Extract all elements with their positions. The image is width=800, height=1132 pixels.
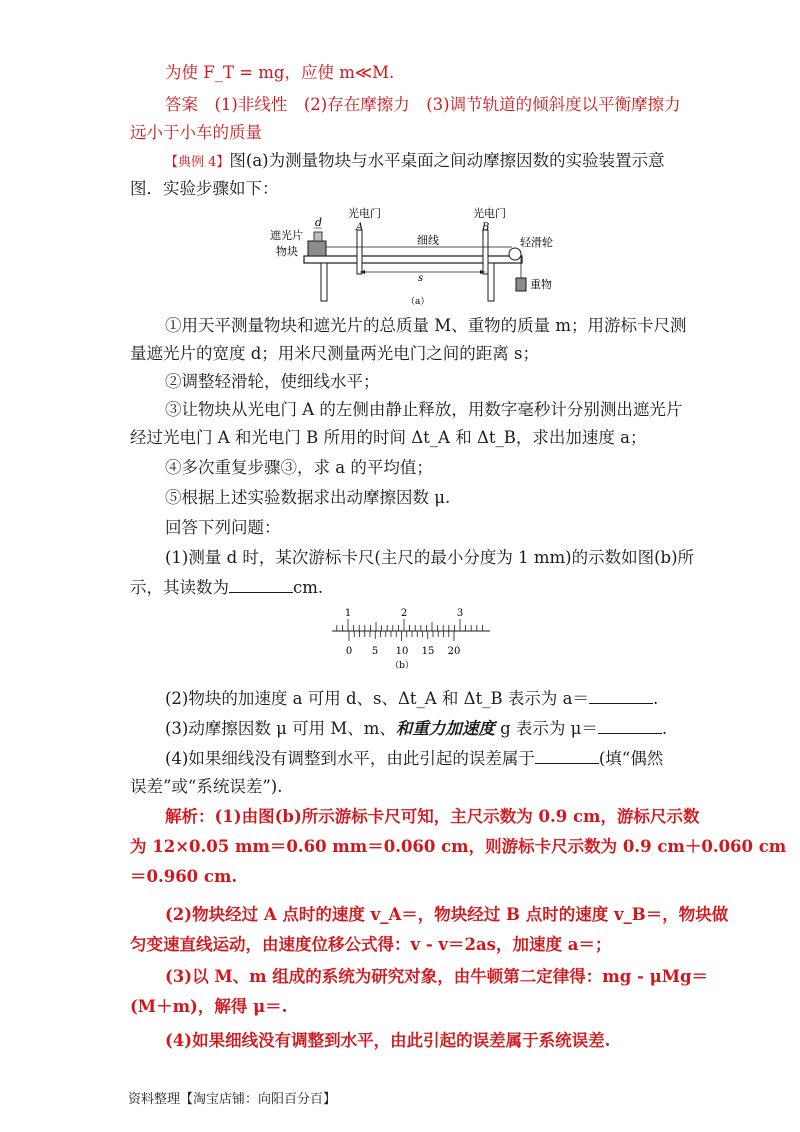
question-1-text: (1)测量 d 时，某次游标卡尺(主尺的最小分度为 1 mm)的示数如图(b)所: [165, 548, 695, 567]
analysis-3-text: (3)以 M、m 组成的系统为研究对象，由牛顿第二定律得：mg - μMg＝: [165, 967, 709, 986]
label-string: 细线: [417, 234, 439, 247]
step-3: [165, 399, 682, 421]
questions-intro: [165, 517, 281, 539]
example-tag: 【典例 4】: [165, 155, 230, 170]
step-3-text: ③让物块从光电门 A 的左侧由静止释放，用数字毫秒计分别测出遮光片: [165, 400, 683, 419]
step-5-text: ⑤根据上述实验数据求出动摩擦因数 μ.: [165, 488, 451, 507]
label-B: B: [482, 222, 490, 233]
analysis-1-text-cont-2: ＝0.960 cm.: [130, 867, 238, 886]
step-1: [165, 315, 687, 337]
vernier-scale-ticks: [349, 631, 454, 641]
main-label-2: 2: [400, 608, 408, 619]
main-label-1: 1: [344, 608, 352, 619]
step-5: [165, 487, 450, 509]
question-3: [165, 718, 667, 740]
step-1-cont: [130, 343, 539, 365]
label-gate-b: 光电门: [473, 207, 506, 220]
question-4: [165, 748, 663, 770]
question-1: [165, 547, 694, 569]
table-top: [304, 256, 522, 263]
caption-b: （b）: [390, 661, 414, 671]
analysis-4-text: (4)如果细线没有调整到水平，由此引起的误差属于系统误差.: [165, 1031, 611, 1050]
question-1-cont: [130, 577, 323, 599]
label-s: s: [418, 273, 424, 284]
step-1-text: ①用天平测量物块和遮光片的总质量 M、重物的质量 m；用游标卡尺测: [165, 316, 687, 335]
question-3-text-2: g 表示为 μ＝: [494, 719, 598, 738]
question-1-prefix: 示，其读数为: [130, 578, 229, 597]
question-3-text: (3)动摩擦因数 μ 可用 M、m、: [165, 719, 396, 738]
vernier-label-20: 20: [447, 646, 461, 657]
step-3-cont: [130, 427, 646, 449]
question-4-text-2: (填“偶然: [598, 749, 664, 768]
analysis-2-cont: [130, 934, 611, 956]
question-1-unit: cm.: [293, 578, 324, 597]
analysis-1-cont: [130, 836, 786, 858]
table-leg-right: [488, 263, 494, 301]
example-intro-2: [130, 178, 279, 200]
analysis-3-text-cont: (M＋m)，解得 μ＝.: [130, 997, 288, 1016]
answer-blank-2: [589, 689, 653, 704]
vernier-label-5: 5: [371, 646, 379, 657]
question-4-text: (4)如果细线没有调整到水平，由此引起的误差属于: [165, 749, 535, 768]
label-block: 物块: [276, 245, 298, 258]
line-condition: [165, 62, 394, 84]
answer-blank-1: [229, 578, 293, 593]
main-scale-ticks: [337, 619, 483, 631]
shading-strip: [314, 232, 322, 241]
step-1-text-cont: 量遮光片的宽度 d；用米尺测量两光电门之间的距离 s；: [130, 344, 540, 363]
question-4-text-cont: 误差”或“系统误差”).: [130, 777, 283, 796]
figure-b-vernier: [330, 604, 495, 672]
question-2-text: (2)物块的加速度 a 可用 d、s、Δt_A 和 Δt_B 表示为 a＝: [165, 689, 589, 708]
questions-intro-text: 回答下列问题：: [165, 518, 281, 537]
vernier-label-15: 15: [421, 646, 435, 657]
question-3-emphasis: 和重力加速度: [395, 719, 495, 738]
step-4: [165, 457, 433, 479]
answer-blank-4: [535, 749, 599, 764]
question-2-end: .: [652, 689, 659, 708]
question-3-end: .: [661, 719, 668, 738]
condition-text: 为使 F_T = mg，应使 m≪M.: [165, 63, 395, 82]
step-2-text: ②调整轻滑轮，使细线水平；: [165, 372, 380, 391]
question-2: [165, 688, 658, 710]
photogate-b: [483, 230, 488, 274]
main-label-3: 3: [456, 608, 464, 619]
vernier-label-0: 0: [345, 646, 353, 657]
step-3-text-cont: 经过光电门 A 和光电门 B 所用的时间 Δt_A 和 Δt_B，求出加速度 a；: [130, 428, 647, 447]
step-2: [165, 371, 380, 393]
example-intro: 图(a)为测量物块与水平桌面之间动摩擦因数的实验装置示意: [229, 151, 665, 170]
footer-source: 资料整理【淘宝店铺：向阳百分百】: [128, 1092, 337, 1107]
label-shading-strip: 遮光片: [270, 229, 303, 242]
answer-blank-3: [598, 719, 662, 734]
question-4-cont: [130, 776, 283, 798]
answer-line-1: [165, 94, 681, 116]
answer-text: 答案 (1)非线性 (2)存在摩擦力 (3)调节轨道的倾斜度以平衡摩擦力: [165, 95, 681, 114]
analysis-1: [165, 806, 699, 828]
label-d: d: [315, 216, 323, 229]
analysis-4: [165, 1030, 610, 1052]
answer-text-cont: 远小于小车的质量: [130, 123, 262, 142]
vernier-label-10: 10: [395, 646, 409, 657]
analysis-2-text-cont: 匀变速直线运动，由速度位移公式得：v - v＝2as，加速度 a＝；: [130, 935, 612, 954]
weight: [516, 278, 526, 291]
block: [308, 241, 326, 256]
pulley: [509, 248, 521, 260]
analysis-1-cont-2: [130, 866, 237, 888]
example-intro-cont: 图．实验步骤如下：: [130, 179, 279, 198]
example-heading: [165, 150, 665, 174]
analysis-1-text-cont: 为 12×0.05 mm＝0.60 mm＝0.060 cm，则游标卡尺示数为 0.9 cm＋0.060 cm: [130, 837, 787, 856]
figure-a-apparatus: [262, 206, 562, 308]
step-4-text: ④多次重复步骤③，求 a 的平均值；: [165, 458, 433, 477]
table-leg-left: [321, 263, 327, 301]
caption-a: （a）: [406, 297, 430, 307]
analysis-1-text: 解析：(1)由图(b)所示游标卡尺可知，主尺示数为 0.9 cm，游标尺示数: [165, 807, 700, 826]
analysis-3-cont: [130, 996, 287, 1018]
analysis-3: [165, 966, 708, 988]
label-weight: 重物: [530, 278, 552, 291]
answer-line-2: [130, 122, 262, 144]
label-pulley: 轻滑轮: [520, 236, 553, 249]
analysis-2-text: (2)物块经过 A 点时的速度 v_A＝，物块经过 B 点时的速度 v_B＝，物块做: [165, 905, 729, 924]
photogate-a: [357, 230, 362, 274]
label-A: A: [356, 222, 364, 233]
analysis-2: [165, 904, 728, 926]
label-gate-a: 光电门: [348, 207, 381, 220]
